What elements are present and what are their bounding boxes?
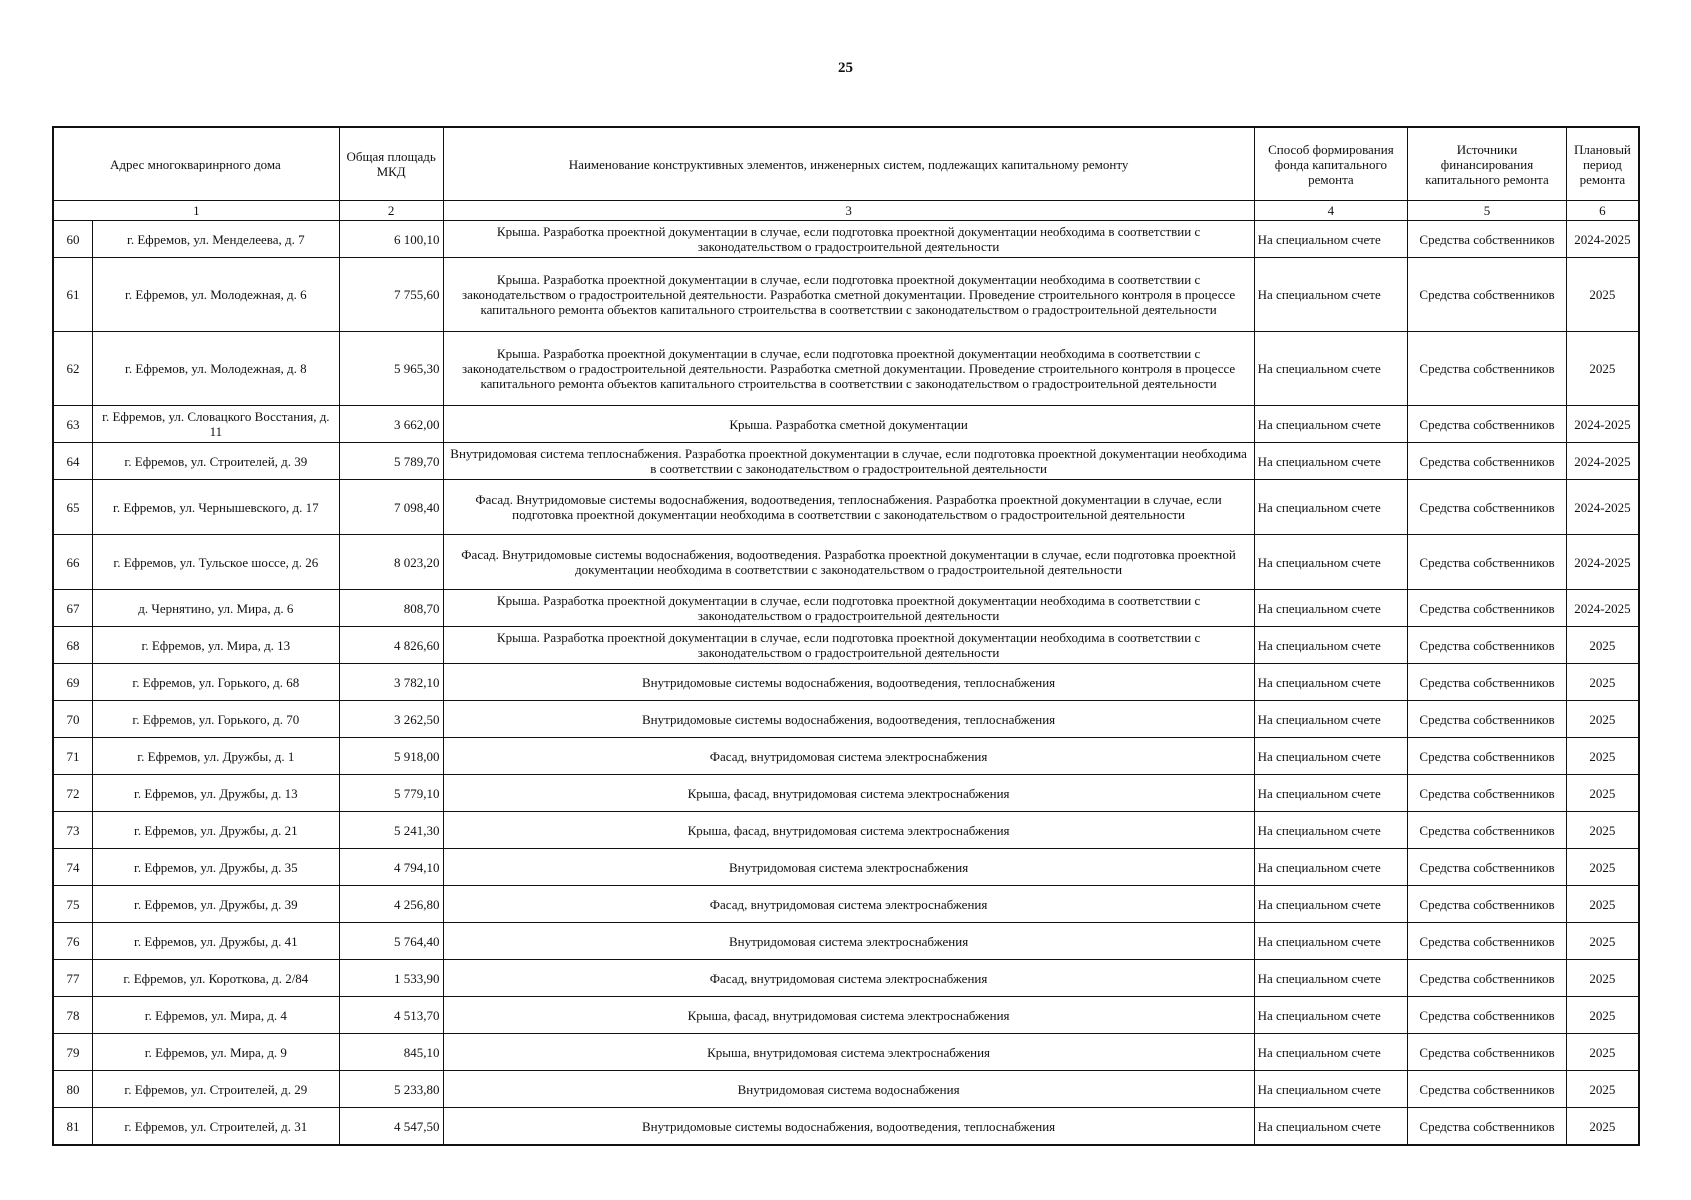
row-index: 60 xyxy=(53,221,92,258)
row-elements: Внутридомовые системы водоснабжения, водоотведения, теплоснабжения xyxy=(443,1108,1254,1146)
row-area: 845,10 xyxy=(339,1034,443,1071)
row-elements: Крыша. Разработка проектной документации в случае, если подготовка проектной документации необходима в соответствии с законодательством о градостроительной деятельности xyxy=(443,627,1254,664)
row-index: 66 xyxy=(53,535,92,590)
table-row xyxy=(53,1034,1639,1071)
row-elements: Фасад. Внутридомовые системы водоснабжения, водоотведения. Разработка проектной документации в случае, если подготовка проектной документации необходима в соответствии с законодательством о градостроительной деятельности xyxy=(443,535,1254,590)
row-method: На специальном счете xyxy=(1254,849,1408,886)
row-source: Средства собственников xyxy=(1408,664,1567,701)
row-area: 808,70 xyxy=(339,590,443,627)
row-period: 2025 xyxy=(1566,1071,1639,1108)
row-elements: Крыша, фасад, внутридомовая система электроснабжения xyxy=(443,997,1254,1034)
row-index: 63 xyxy=(53,406,92,443)
row-address: г. Ефремов, ул. Строителей, д. 31 xyxy=(92,1108,339,1146)
row-elements: Внутридомовая система электроснабжения xyxy=(443,923,1254,960)
row-period: 2025 xyxy=(1566,627,1639,664)
row-elements: Крыша. Разработка проектной документации в случае, если подготовка проектной документации необходима в соответствии с законодательством о градостроительной деятельности. Разработка сметной документации. Проведение строительного контроля в процессе капитального ремонта объектов капитального строительства в соответствии с законодательством о градостроительной деятельности xyxy=(443,332,1254,406)
row-elements: Крыша. Разработка проектной документации в случае, если подготовка проектной документации необходима в соответствии с законодательством о градостроительной деятельности xyxy=(443,221,1254,258)
row-address: г. Ефремов, ул. Мира, д. 4 xyxy=(92,997,339,1034)
row-area: 4 794,10 xyxy=(339,849,443,886)
row-method: На специальном счете xyxy=(1254,664,1408,701)
row-area: 4 513,70 xyxy=(339,997,443,1034)
row-area: 7 098,40 xyxy=(339,480,443,535)
row-method: На специальном счете xyxy=(1254,1071,1408,1108)
row-elements: Внутридомовые системы водоснабжения, водоотведения, теплоснабжения xyxy=(443,701,1254,738)
row-method: На специальном счете xyxy=(1254,1108,1408,1146)
table-row xyxy=(53,480,1639,535)
row-elements: Крыша, фасад, внутридомовая система электроснабжения xyxy=(443,775,1254,812)
row-source: Средства собственников xyxy=(1408,812,1567,849)
row-area: 4 547,50 xyxy=(339,1108,443,1146)
row-period: 2025 xyxy=(1566,664,1639,701)
row-address: г. Ефремов, ул. Дружбы, д. 1 xyxy=(92,738,339,775)
row-method: На специальном счете xyxy=(1254,258,1408,332)
row-elements: Внутридомовая система теплоснабжения. Разработка проектной документации в случае, если подготовка проектной документации необходима в соответствии с законодательством о градостроительной деятельности xyxy=(443,443,1254,480)
row-source: Средства собственников xyxy=(1408,332,1567,406)
column-number: 2 xyxy=(339,201,443,221)
row-method: На специальном счете xyxy=(1254,406,1408,443)
row-source: Средства собственников xyxy=(1408,1034,1567,1071)
header-sources: Источники финансирования капитального ремонта xyxy=(1408,127,1567,201)
row-index: 69 xyxy=(53,664,92,701)
row-method: На специальном счете xyxy=(1254,775,1408,812)
column-number: 1 xyxy=(53,201,339,221)
row-period: 2025 xyxy=(1566,886,1639,923)
row-elements: Фасад, внутридомовая система электроснабжения xyxy=(443,886,1254,923)
row-address: г. Ефремов, ул. Строителей, д. 39 xyxy=(92,443,339,480)
page-number: 25 xyxy=(838,60,853,76)
row-method: На специальном счете xyxy=(1254,738,1408,775)
row-area: 5 764,40 xyxy=(339,923,443,960)
row-method: На специальном счете xyxy=(1254,332,1408,406)
row-source: Средства собственников xyxy=(1408,738,1567,775)
row-source: Средства собственников xyxy=(1408,1071,1567,1108)
row-index: 61 xyxy=(53,258,92,332)
table-row xyxy=(53,738,1639,775)
row-index: 72 xyxy=(53,775,92,812)
table-row xyxy=(53,627,1639,664)
table-row xyxy=(53,775,1639,812)
row-elements: Крыша. Разработка сметной документации xyxy=(443,406,1254,443)
row-source: Средства собственников xyxy=(1408,997,1567,1034)
table-row xyxy=(53,258,1639,332)
row-source: Средства собственников xyxy=(1408,923,1567,960)
row-period: 2024-2025 xyxy=(1566,443,1639,480)
row-index: 74 xyxy=(53,849,92,886)
row-method: На специальном счете xyxy=(1254,627,1408,664)
table-body xyxy=(53,221,1639,1146)
row-index: 73 xyxy=(53,812,92,849)
table-row xyxy=(53,590,1639,627)
table-row xyxy=(53,406,1639,443)
row-period: 2025 xyxy=(1566,701,1639,738)
table-row xyxy=(53,701,1639,738)
row-period: 2025 xyxy=(1566,960,1639,997)
row-source: Средства собственников xyxy=(1408,221,1567,258)
row-address: г. Ефремов, ул. Дружбы, д. 39 xyxy=(92,886,339,923)
row-method: На специальном счете xyxy=(1254,812,1408,849)
row-method: На специальном счете xyxy=(1254,443,1408,480)
row-address: д. Чернятино, ул. Мира, д. 6 xyxy=(92,590,339,627)
row-elements: Фасад, внутридомовая система электроснабжения xyxy=(443,960,1254,997)
row-method: На специальном счете xyxy=(1254,960,1408,997)
row-source: Средства собственников xyxy=(1408,1108,1567,1146)
row-source: Средства собственников xyxy=(1408,480,1567,535)
row-source: Средства собственников xyxy=(1408,960,1567,997)
row-index: 80 xyxy=(53,1071,92,1108)
row-address: г. Ефремов, ул. Молодежная, д. 8 xyxy=(92,332,339,406)
row-elements: Внутридомовая система электроснабжения xyxy=(443,849,1254,886)
row-period: 2025 xyxy=(1566,923,1639,960)
table-row xyxy=(53,960,1639,997)
row-address: г. Ефремов, ул. Мира, д. 13 xyxy=(92,627,339,664)
row-method: На специальном счете xyxy=(1254,1034,1408,1071)
row-area: 5 918,00 xyxy=(339,738,443,775)
header-address: Адрес многокваринрного дома xyxy=(53,127,339,201)
table-row xyxy=(53,1071,1639,1108)
row-area: 1 533,90 xyxy=(339,960,443,997)
row-source: Средства собственников xyxy=(1408,258,1567,332)
row-method: На специальном счете xyxy=(1254,480,1408,535)
row-address: г. Ефремов, ул. Дружбы, д. 35 xyxy=(92,849,339,886)
row-source: Средства собственников xyxy=(1408,590,1567,627)
row-index: 75 xyxy=(53,886,92,923)
row-method: На специальном счете xyxy=(1254,535,1408,590)
table-row xyxy=(53,664,1639,701)
row-method: На специальном счете xyxy=(1254,221,1408,258)
row-source: Средства собственников xyxy=(1408,535,1567,590)
row-elements: Крыша. Разработка проектной документации в случае, если подготовка проектной документации необходима в соответствии с законодательством о градостроительной деятельности xyxy=(443,590,1254,627)
row-elements: Внутридомовая система водоснабжения xyxy=(443,1071,1254,1108)
row-index: 65 xyxy=(53,480,92,535)
row-address: г. Ефремов, ул. Короткова, д. 2/84 xyxy=(92,960,339,997)
row-address: г. Ефремов, ул. Словацкого Восстания, д. 11 xyxy=(92,406,339,443)
row-source: Средства собственников xyxy=(1408,886,1567,923)
row-area: 5 233,80 xyxy=(339,1071,443,1108)
row-method: На специальном счете xyxy=(1254,997,1408,1034)
row-area: 3 662,00 xyxy=(339,406,443,443)
row-index: 62 xyxy=(53,332,92,406)
row-elements: Фасад. Внутридомовые системы водоснабжения, водоотведения, теплоснабжения. Разработка проектной документации в случае, если подготовка проектной документации необходима в соответствии с законодательством о градостроительной деятельности xyxy=(443,480,1254,535)
row-period: 2025 xyxy=(1566,775,1639,812)
table-header-row xyxy=(53,127,1639,201)
row-period: 2025 xyxy=(1566,258,1639,332)
row-period: 2025 xyxy=(1566,849,1639,886)
row-address: г. Ефремов, ул. Тульское шоссе, д. 26 xyxy=(92,535,339,590)
row-address: г. Ефремов, ул. Горького, д. 68 xyxy=(92,664,339,701)
row-area: 8 023,20 xyxy=(339,535,443,590)
header-elements: Наименование конструктивных элементов, инженерных систем, подлежащих капитальному ремонту xyxy=(443,127,1254,201)
row-address: г. Ефремов, ул. Строителей, д. 29 xyxy=(92,1071,339,1108)
row-address: г. Ефремов, ул. Менделеева, д. 7 xyxy=(92,221,339,258)
row-area: 5 789,70 xyxy=(339,443,443,480)
table-row xyxy=(53,332,1639,406)
column-number: 4 xyxy=(1254,201,1408,221)
table-row xyxy=(53,443,1639,480)
row-area: 5 965,30 xyxy=(339,332,443,406)
row-period: 2025 xyxy=(1566,332,1639,406)
row-address: г. Ефремов, ул. Дружбы, д. 21 xyxy=(92,812,339,849)
row-period: 2024-2025 xyxy=(1566,480,1639,535)
row-method: На специальном счете xyxy=(1254,701,1408,738)
row-period: 2024-2025 xyxy=(1566,535,1639,590)
row-index: 77 xyxy=(53,960,92,997)
row-period: 2025 xyxy=(1566,738,1639,775)
row-index: 67 xyxy=(53,590,92,627)
row-elements: Фасад, внутридомовая система электроснабжения xyxy=(443,738,1254,775)
row-index: 76 xyxy=(53,923,92,960)
column-number: 5 xyxy=(1408,201,1567,221)
row-source: Средства собственников xyxy=(1408,627,1567,664)
row-source: Средства собственников xyxy=(1408,701,1567,738)
row-elements: Внутридомовые системы водоснабжения, водоотведения, теплоснабжения xyxy=(443,664,1254,701)
row-index: 81 xyxy=(53,1108,92,1146)
row-method: На специальном счете xyxy=(1254,886,1408,923)
row-area: 3 782,10 xyxy=(339,664,443,701)
row-address: г. Ефремов, ул. Горького, д. 70 xyxy=(92,701,339,738)
row-period: 2024-2025 xyxy=(1566,590,1639,627)
table-row xyxy=(53,535,1639,590)
column-number: 3 xyxy=(443,201,1254,221)
table-row xyxy=(53,812,1639,849)
column-number-row xyxy=(53,201,1639,221)
row-period: 2024-2025 xyxy=(1566,406,1639,443)
row-area: 4 256,80 xyxy=(339,886,443,923)
row-source: Средства собственников xyxy=(1408,775,1567,812)
row-address: г. Ефремов, ул. Молодежная, д. 6 xyxy=(92,258,339,332)
table-row xyxy=(53,997,1639,1034)
row-period: 2024-2025 xyxy=(1566,221,1639,258)
row-area: 5 241,30 xyxy=(339,812,443,849)
repair-registry-table xyxy=(52,126,1640,1146)
row-address: г. Ефремов, ул. Дружбы, д. 41 xyxy=(92,923,339,960)
row-index: 64 xyxy=(53,443,92,480)
header-period: Плановый период ремонта xyxy=(1566,127,1639,201)
row-address: г. Ефремов, ул. Мира, д. 9 xyxy=(92,1034,339,1071)
table-row xyxy=(53,849,1639,886)
row-source: Средства собственников xyxy=(1408,406,1567,443)
row-index: 70 xyxy=(53,701,92,738)
header-area: Общая площадь МКД xyxy=(339,127,443,201)
row-index: 78 xyxy=(53,997,92,1034)
row-period: 2025 xyxy=(1566,997,1639,1034)
row-area: 6 100,10 xyxy=(339,221,443,258)
table-row xyxy=(53,1108,1639,1146)
row-period: 2025 xyxy=(1566,1108,1639,1146)
row-area: 5 779,10 xyxy=(339,775,443,812)
table-row xyxy=(53,221,1639,258)
row-index: 68 xyxy=(53,627,92,664)
row-method: На специальном счете xyxy=(1254,590,1408,627)
row-elements: Крыша, фасад, внутридомовая система электроснабжения xyxy=(443,812,1254,849)
row-period: 2025 xyxy=(1566,812,1639,849)
row-area: 7 755,60 xyxy=(339,258,443,332)
row-period: 2025 xyxy=(1566,1034,1639,1071)
table-row xyxy=(53,886,1639,923)
header-method: Способ формирования фонда капитального ремонта xyxy=(1254,127,1408,201)
row-elements: Крыша, внутридомовая система электроснабжения xyxy=(443,1034,1254,1071)
row-elements: Крыша. Разработка проектной документации в случае, если подготовка проектной документации необходима в соответствии с законодательством о градостроительной деятельности. Разработка сметной документации. Проведение строительного контроля в процессе капитального ремонта объектов капитального строительства в соответствии с законодательством о градостроительной деятельности xyxy=(443,258,1254,332)
column-number: 6 xyxy=(1566,201,1639,221)
row-source: Средства собственников xyxy=(1408,443,1567,480)
row-address: г. Ефремов, ул. Дружбы, д. 13 xyxy=(92,775,339,812)
row-index: 79 xyxy=(53,1034,92,1071)
row-area: 3 262,50 xyxy=(339,701,443,738)
row-address: г. Ефремов, ул. Чернышевского, д. 17 xyxy=(92,480,339,535)
table-row xyxy=(53,923,1639,960)
row-area: 4 826,60 xyxy=(339,627,443,664)
row-method: На специальном счете xyxy=(1254,923,1408,960)
row-source: Средства собственников xyxy=(1408,849,1567,886)
row-index: 71 xyxy=(53,738,92,775)
